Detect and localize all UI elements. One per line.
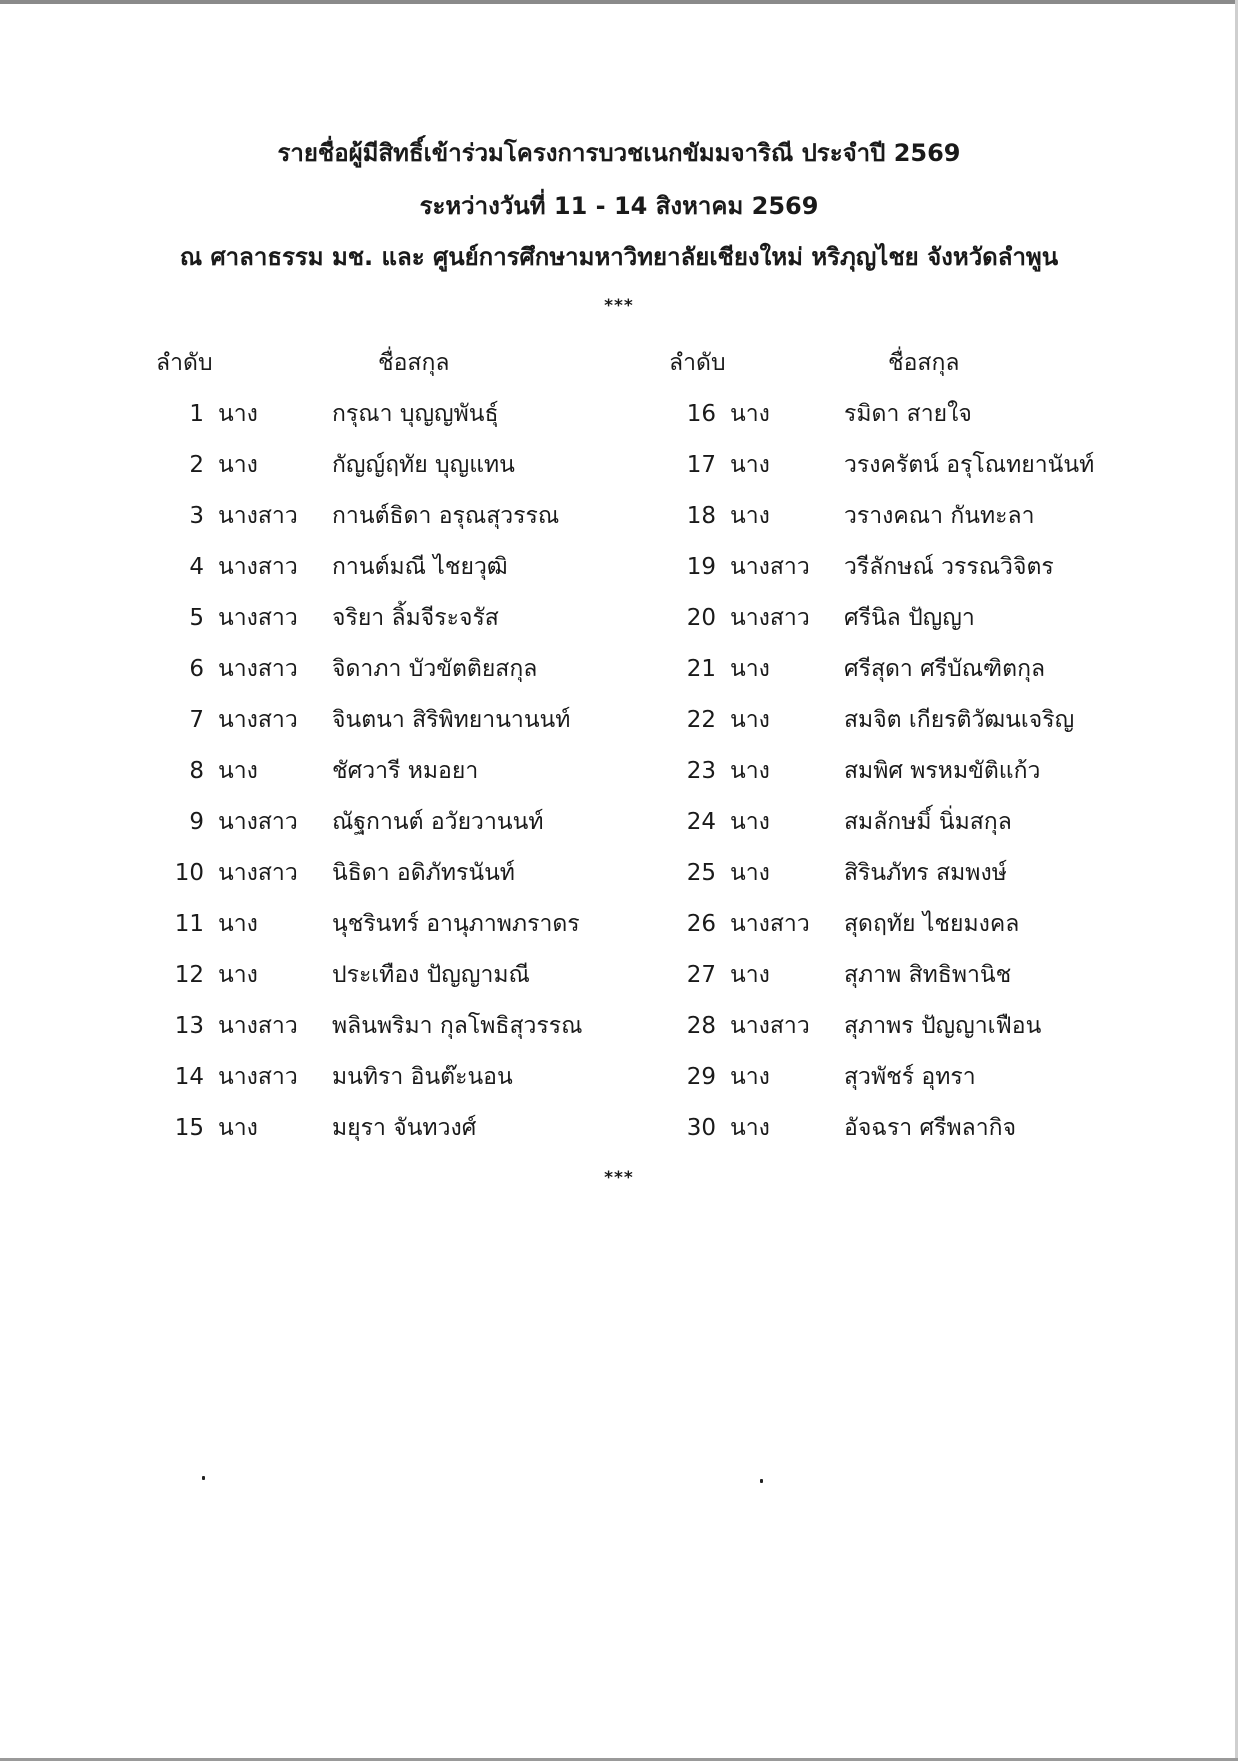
list-item-title: นางสาว [218,860,298,886]
list-item-number: 4 [189,554,204,580]
list-item-title: นางสาว [218,809,298,835]
list-item-name: จิดาภา บัวขัตติยสกุล [332,656,538,682]
list-item-name: กานต์มณี ไชยวุฒิ [332,554,508,580]
scan-speck [202,1476,205,1480]
list-item-name: ชัศวารี หมอยา [332,758,479,784]
list-item-number: 8 [189,758,204,784]
list-item-name: จริยา ลิ้มจีระจรัส [332,605,499,631]
list-item-title: นาง [218,962,258,988]
list-item-number: 28 [686,1013,716,1039]
list-item-number: 24 [686,809,716,835]
list-item-name: สุวพัชร์ อุทรา [844,1064,976,1090]
list-item-title: นางสาว [218,707,298,733]
list-item [160,1061,680,1112]
list-item [672,398,1192,449]
list-item-title: นาง [730,962,770,988]
list-item-name: สุดฤทัย ไชยมงคล [844,911,1020,937]
list-item-name: มยุรา จันทวงศ์ [332,1115,477,1141]
list-item [672,602,1192,653]
list-item-title: นางสาว [218,554,298,580]
list-item [160,806,680,857]
list-item-number: 12 [174,962,204,988]
list-item [160,755,680,806]
list-item-number: 14 [174,1064,204,1090]
list-item-number: 13 [174,1013,204,1039]
list-item [160,704,680,755]
list-item-number: 10 [174,860,204,886]
list-item-title: นาง [218,911,258,937]
list-item-name: กัญญ์ฤทัย บุญแทน [332,452,515,478]
list-item-name: สมพิศ พรหมขัติแก้ว [844,758,1041,784]
list-item-title: นาง [218,1115,258,1141]
list-item-title: นางสาว [730,554,810,580]
list-item [672,755,1192,806]
list-item-name: นิธิดา อดิภัทรนันท์ [332,860,515,886]
list-item-number: 25 [686,860,716,886]
list-item [672,1112,1192,1163]
list-item-number: 3 [189,503,204,529]
list-item-number: 9 [189,809,204,835]
list-item-name: อัจฉรา ศรีพลากิจ [844,1115,1017,1141]
scan-top-edge [0,0,1238,4]
list-item-name: สมจิต เกียรติวัฒนเจริญ [844,707,1075,733]
list-item [672,857,1192,908]
list-item [672,1010,1192,1061]
list-item-name: สุภาพร ปัญญาเฟือน [844,1013,1042,1039]
list-item-title: นาง [730,758,770,784]
list-item [160,857,680,908]
list-item-title: นาง [730,1115,770,1141]
list-item-number: 1 [189,401,204,427]
left-column-number-header: ลำดับ [156,350,213,376]
right-column-number-header: ลำดับ [669,350,726,376]
list-item-number: 26 [686,911,716,937]
list-item-number: 11 [174,911,204,937]
list-item-title: นาง [730,707,770,733]
list-item-name: ประเทือง ปัญญามณี [332,962,530,988]
list-item-number: 16 [686,401,716,427]
list-item-title: นาง [218,452,258,478]
list-item-name: ศรีสุดา ศรีบัณฑิตกุล [844,656,1046,682]
list-item [160,1010,680,1061]
list-item-number: 18 [686,503,716,529]
list-item [672,908,1192,959]
list-item [160,551,680,602]
list-item-number: 23 [686,758,716,784]
list-item [160,908,680,959]
right-name-list [672,398,1192,1163]
separator-bottom: *** [604,1168,634,1188]
list-item-title: นาง [730,503,770,529]
list-item-number: 19 [686,554,716,580]
list-item-number: 15 [174,1115,204,1141]
list-item [672,806,1192,857]
separator-top: *** [604,296,634,316]
list-item-name: กานต์ธิดา อรุณสุวรรณ [332,503,560,529]
list-item-number: 5 [189,605,204,631]
list-item-title: นางสาว [218,656,298,682]
list-item-name: ณัฐกานต์ อวัยวานนท์ [332,809,544,835]
list-item-number: 30 [686,1115,716,1141]
list-item-title: นาง [730,452,770,478]
list-item [160,959,680,1010]
list-item-title: นางสาว [218,605,298,631]
list-item-name: สุภาพ สิทธิพานิช [844,962,1012,988]
list-item-number: 22 [686,707,716,733]
list-item-number: 2 [189,452,204,478]
list-item-number: 7 [189,707,204,733]
list-item [672,500,1192,551]
list-item [672,704,1192,755]
list-item [672,449,1192,500]
list-item-name: กรุณา บุญญพันธุ์ [332,401,499,427]
document-title: รายชื่อผู้มีสิทธิ์เข้าร่วมโครงการบวชเนกขัมมจาริณี ประจำปี 2569 [277,139,961,167]
list-item [160,1112,680,1163]
list-item-number: 27 [686,962,716,988]
list-item-title: นาง [730,1064,770,1090]
list-item-number: 29 [686,1064,716,1090]
list-item [160,449,680,500]
left-column-name-header: ชื่อสกุล [378,350,450,376]
list-item [672,653,1192,704]
list-item-title: นาง [730,401,770,427]
list-item-title: นางสาว [730,605,810,631]
scan-speck [760,1479,763,1483]
list-item-title: นางสาว [730,911,810,937]
list-item [672,959,1192,1010]
document-venue: ณ ศาลาธรรม มช. และ ศูนย์การศึกษามหาวิทยาลัยเชียงใหม่ หริภุญไชย จังหวัดลำพูน [179,243,1059,271]
list-item [160,653,680,704]
list-item [160,398,680,449]
list-item [160,500,680,551]
list-item-title: นางสาว [730,1013,810,1039]
list-item-title: นาง [218,758,258,784]
list-item-name: ศรีนิล ปัญญา [844,605,975,631]
list-item [672,551,1192,602]
list-item-name: สมลักษมิ์ นิ่มสกุล [844,809,1012,835]
left-name-list [160,398,680,1163]
list-item-name: นุชรินทร์ อานุภาพภราดร [332,911,580,937]
list-item [672,1061,1192,1112]
list-item [160,602,680,653]
list-item-number: 6 [189,656,204,682]
list-item-number: 21 [686,656,716,682]
right-column-name-header: ชื่อสกุล [888,350,960,376]
list-item-name: จินตนา สิริพิทยานานนท์ [332,707,571,733]
list-item-title: นาง [218,401,258,427]
list-item-name: สิรินภัทร สมพงษ์ [844,860,1007,886]
list-item-title: นางสาว [218,1013,298,1039]
list-item-name: วรงครัตน์ อรุโณทยานันท์ [844,452,1095,478]
list-item-title: นางสาว [218,503,298,529]
list-item-name: พลินพริมา กุลโพธิสุวรรณ [332,1013,583,1039]
list-item-number: 17 [686,452,716,478]
list-item-title: นางสาว [218,1064,298,1090]
list-item-title: นาง [730,809,770,835]
list-item-number: 20 [686,605,716,631]
document-date-range: ระหว่างวันที่ 11 - 14 สิงหาคม 2569 [419,192,819,220]
list-item-name: วรีลักษณ์ วรรณวิจิตร [844,554,1054,580]
list-item-name: มนทิรา อินต๊ะนอน [332,1064,513,1090]
list-item-title: นาง [730,656,770,682]
list-item-name: วรางคณา กันทะลา [844,503,1035,529]
list-item-title: นาง [730,860,770,886]
list-item-name: รมิดา สายใจ [844,401,972,427]
